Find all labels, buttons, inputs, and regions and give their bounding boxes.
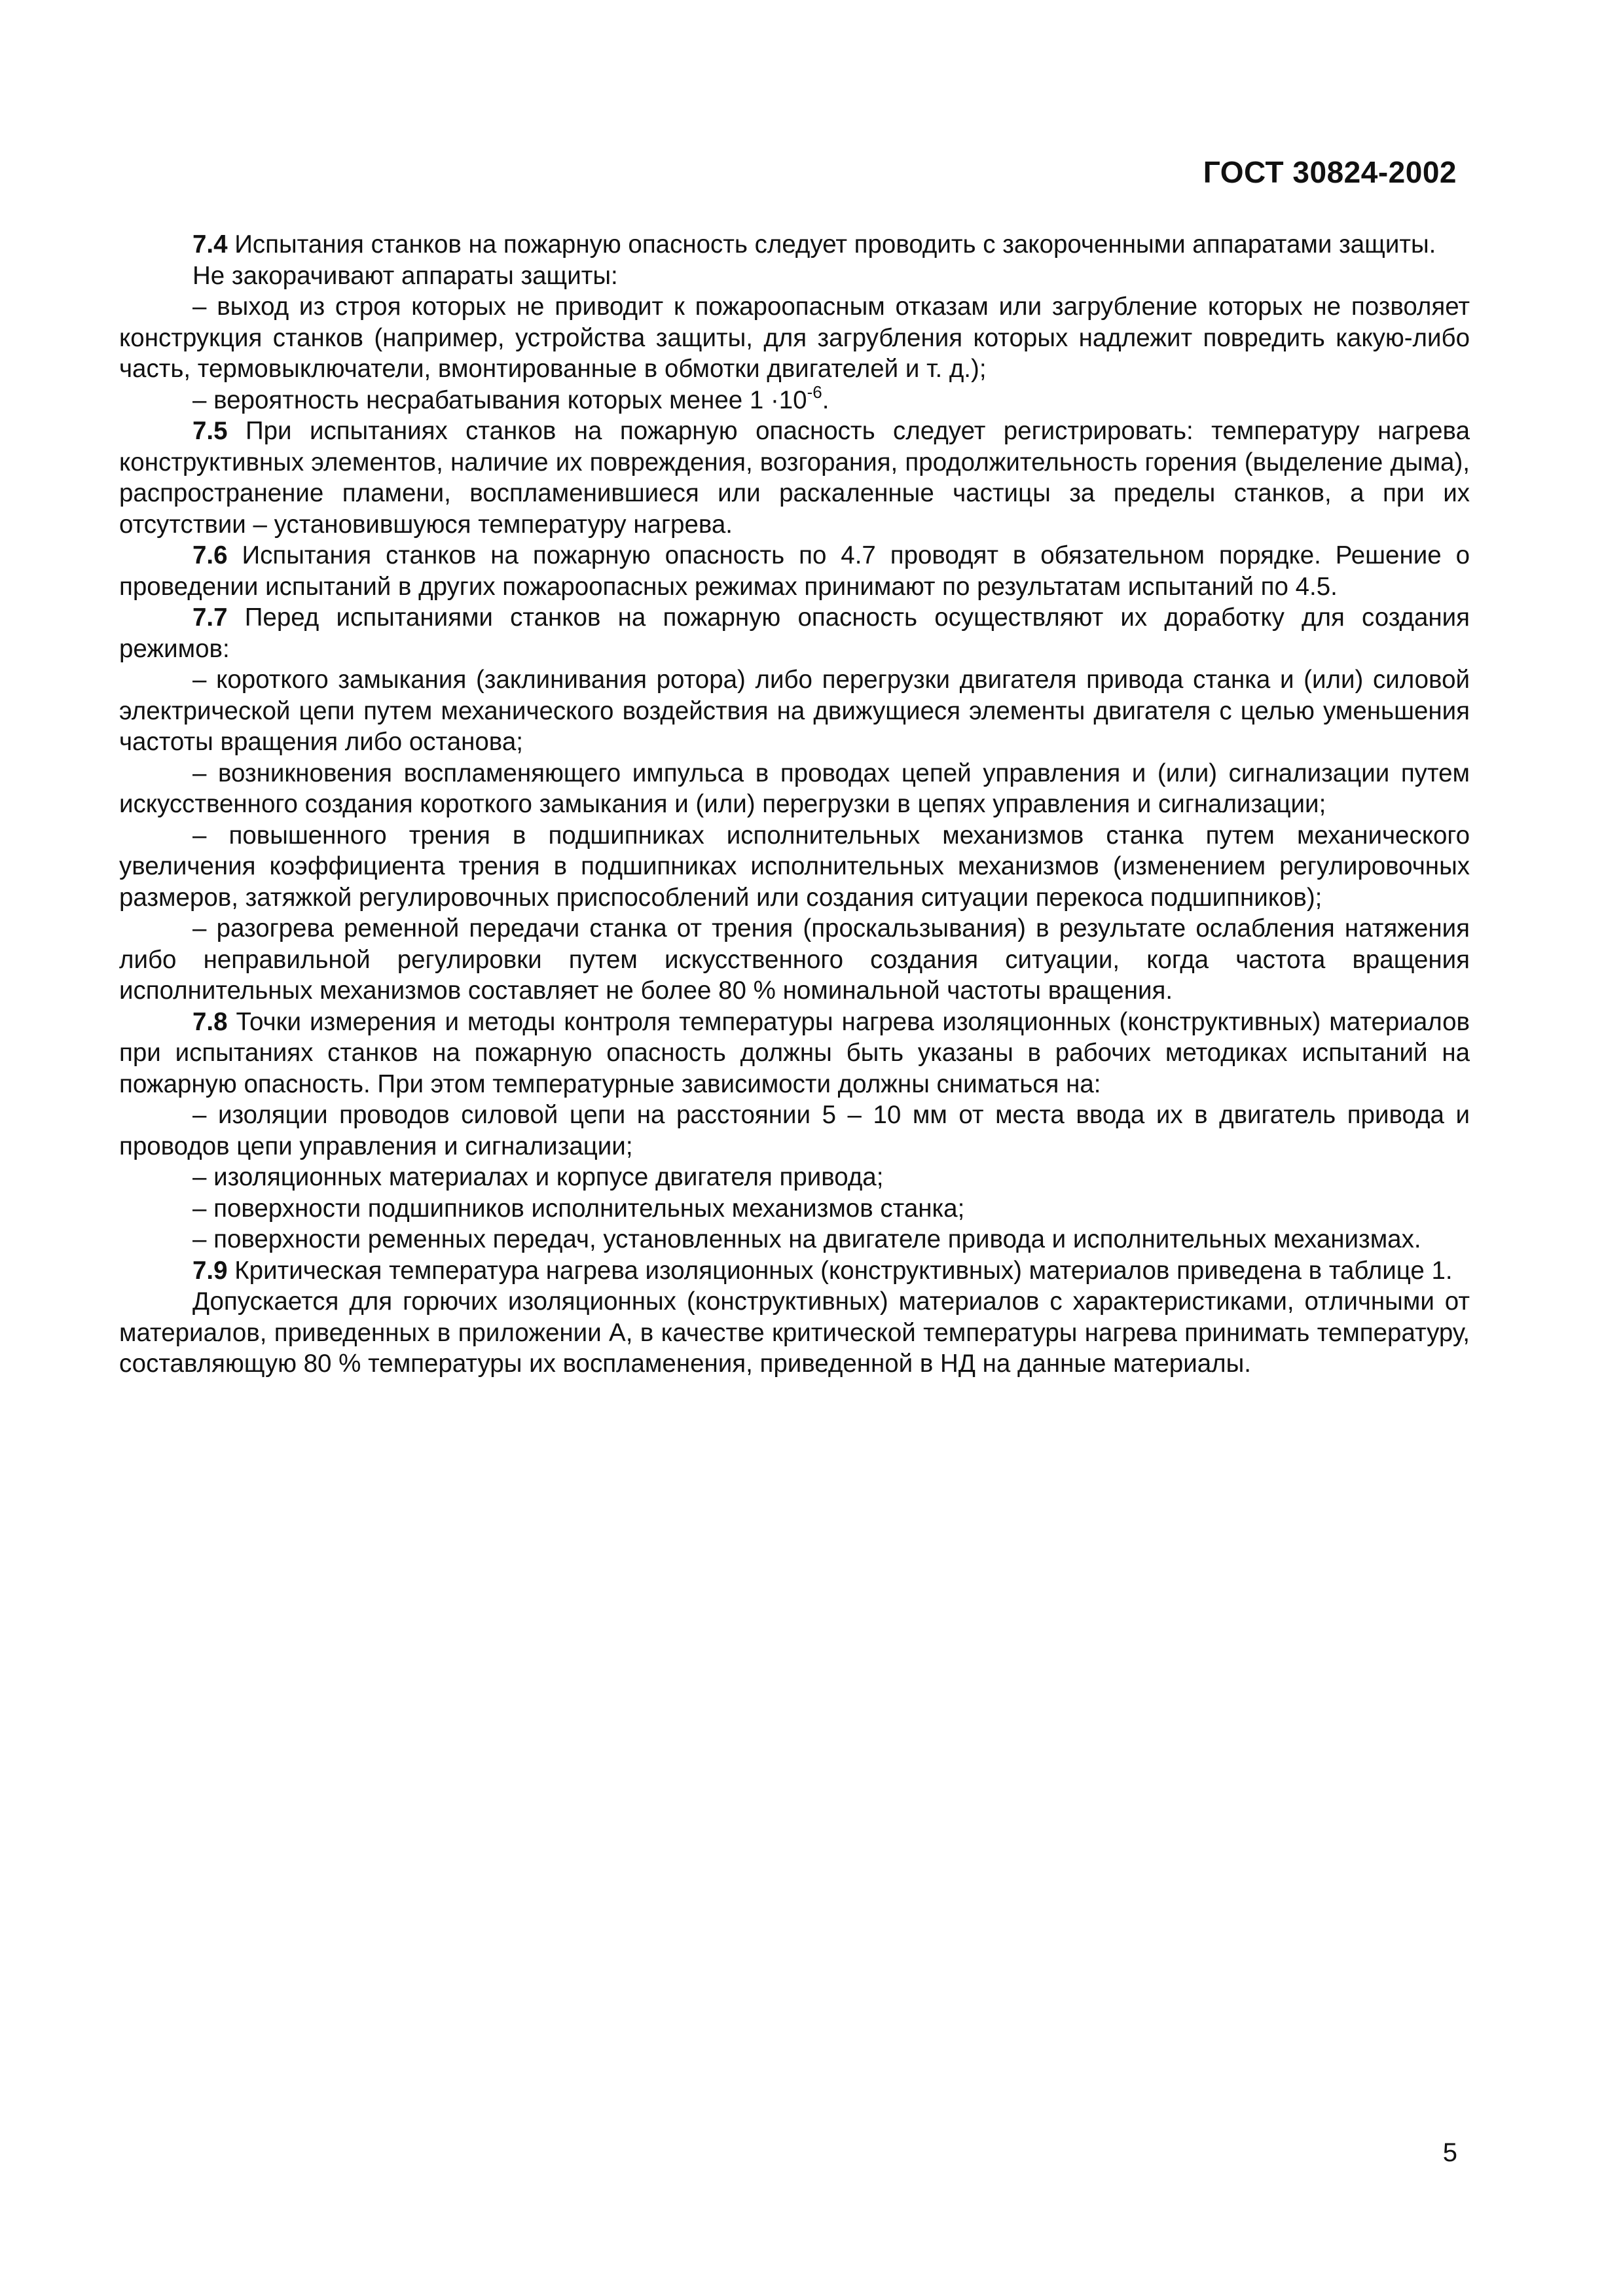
list-item: – выход из строя которых не приводит к пожароопасным отказам или загрубление которых не позволяет конструкция станков (например, устройства защиты, для загрубления которых надлежит повредить какую-либо часть, термовыключатели, вмонтированные в обмотки двигателей и т. д.); xyxy=(119,293,1470,383)
clause-number: 7.4 xyxy=(192,230,228,259)
list-item xyxy=(119,382,1470,416)
paragraph-text: Допускается для горючих изоляционных (конструктивных) материалов с характеристиками, отличными от материалов, приведенных в приложении А, в качестве критической температуры нагрева принимать температуру, составляющую 80 % температуры их воспламенения, приведенной в НД на данные материалы. xyxy=(119,1287,1470,1378)
list-item: – изоляции проводов силовой цепи на расстоянии 5 – 10 мм от места ввода их в двигатель привода и проводов цепи управления и сигнализации; xyxy=(119,1101,1470,1160)
paragraph-7-9 xyxy=(119,1255,1470,1287)
list-item: – поверхности ременных передач, установленных на двигателе привода и исполнительных механизмах. xyxy=(192,1225,1421,1253)
list-item: – разогрева ременной передачи станка от трения (проскальзывания) в результате ослабления натяжения либо неправильной регулировки путем искусственного создания ситуации, когда частота вращения исполнительных механизмов составляет не более 80 % номинальной частоты вращения. xyxy=(119,914,1470,1005)
paragraph-text: Точки измерения и методы контроля температуры нагрева изоляционных (конструктивных) материалов при испытаниях станков на пожарную опасность должны быть указаны в рабочих методиках испытаний на пожарную опасность. При этом температурные зависимости должны сниматься на: xyxy=(119,1007,1470,1098)
list-item: – изоляционных материалах и корпусе двигателя привода; xyxy=(192,1163,884,1191)
exponent: -6 xyxy=(807,382,822,402)
list-item-text: – вероятность несрабатывания которых менее 1 ·10 xyxy=(192,386,807,414)
list-item: – короткого замыкания (заклинивания ротора) либо перегрузки двигателя привода станка и (или) силовой электрической цепи путем механического воздействия на движущиеся элементы двигателя с целью уменьшения частоты вращения либо останова; xyxy=(119,666,1470,756)
paragraph-text: При испытаниях станков на пожарную опасность следует регистрировать: температуру нагрева конструктивных элементов, наличие их повреждения, возгорания, продолжительность горения (выделение дыма), распространение пламени, воспламенившиеся или раскаленные частицы за пределы станков, а при их отсутствии – установившуюся температуру нагрева. xyxy=(119,417,1470,539)
list-item: – возникновения воспламеняющего импульса в проводах цепей управления и (или) сигнализации путем искусственного создания короткого замыкания и (или) перегрузки в цепях управления и сигнализации; xyxy=(119,759,1470,818)
list-item: – повышенного трения в подшипниках исполнительных механизмов станка путем механического увеличения коэффициента трения в подшипниках исполнительных механизмов (изменением регулировочных размеров, затяжкой регулировочных приспособлений или создания ситуации перекоса подшипников); xyxy=(119,821,1470,912)
page-number: 5 xyxy=(1442,2138,1457,2167)
clause-number: 7.8 xyxy=(192,1007,228,1036)
paragraph-7-8 xyxy=(119,1007,1470,1100)
document-code: ГОСТ 30824-2002 xyxy=(1203,155,1457,189)
clause-number: 7.7 xyxy=(192,603,228,632)
clause-number: 7.9 xyxy=(192,1256,228,1285)
clause-number: 7.6 xyxy=(192,541,228,569)
paragraph-text: Критическая температура нагрева изоляционных (конструктивных) материалов приведена в таблице 1. xyxy=(227,1256,1453,1285)
list-item-end: . xyxy=(822,386,830,414)
paragraph-text: Испытания станков на пожарную опасность следует проводить с закороченными аппаратами защиты. xyxy=(227,230,1436,259)
list-item: – поверхности подшипников исполнительных механизмов станка; xyxy=(192,1194,965,1223)
paragraph-text: Перед испытаниями станков на пожарную опасность осуществляют их доработку для создания режимов: xyxy=(119,603,1470,663)
clause-number: 7.5 xyxy=(192,417,228,445)
paragraph-7-4 xyxy=(119,229,1470,260)
paragraph-text: Не закорачивают аппараты защиты: xyxy=(192,261,618,290)
paragraph-text: Испытания станков на пожарную опасность по 4.7 проводят в обязательном порядке. Решение о проведении испытаний в других пожароопасных режимах принимают по результатам испытаний по 4.5. xyxy=(119,541,1470,601)
document-body xyxy=(119,229,1470,1380)
paragraph-7-7 xyxy=(119,602,1470,664)
paragraph-7-5 xyxy=(119,416,1470,540)
paragraph-7-6 xyxy=(119,540,1470,602)
